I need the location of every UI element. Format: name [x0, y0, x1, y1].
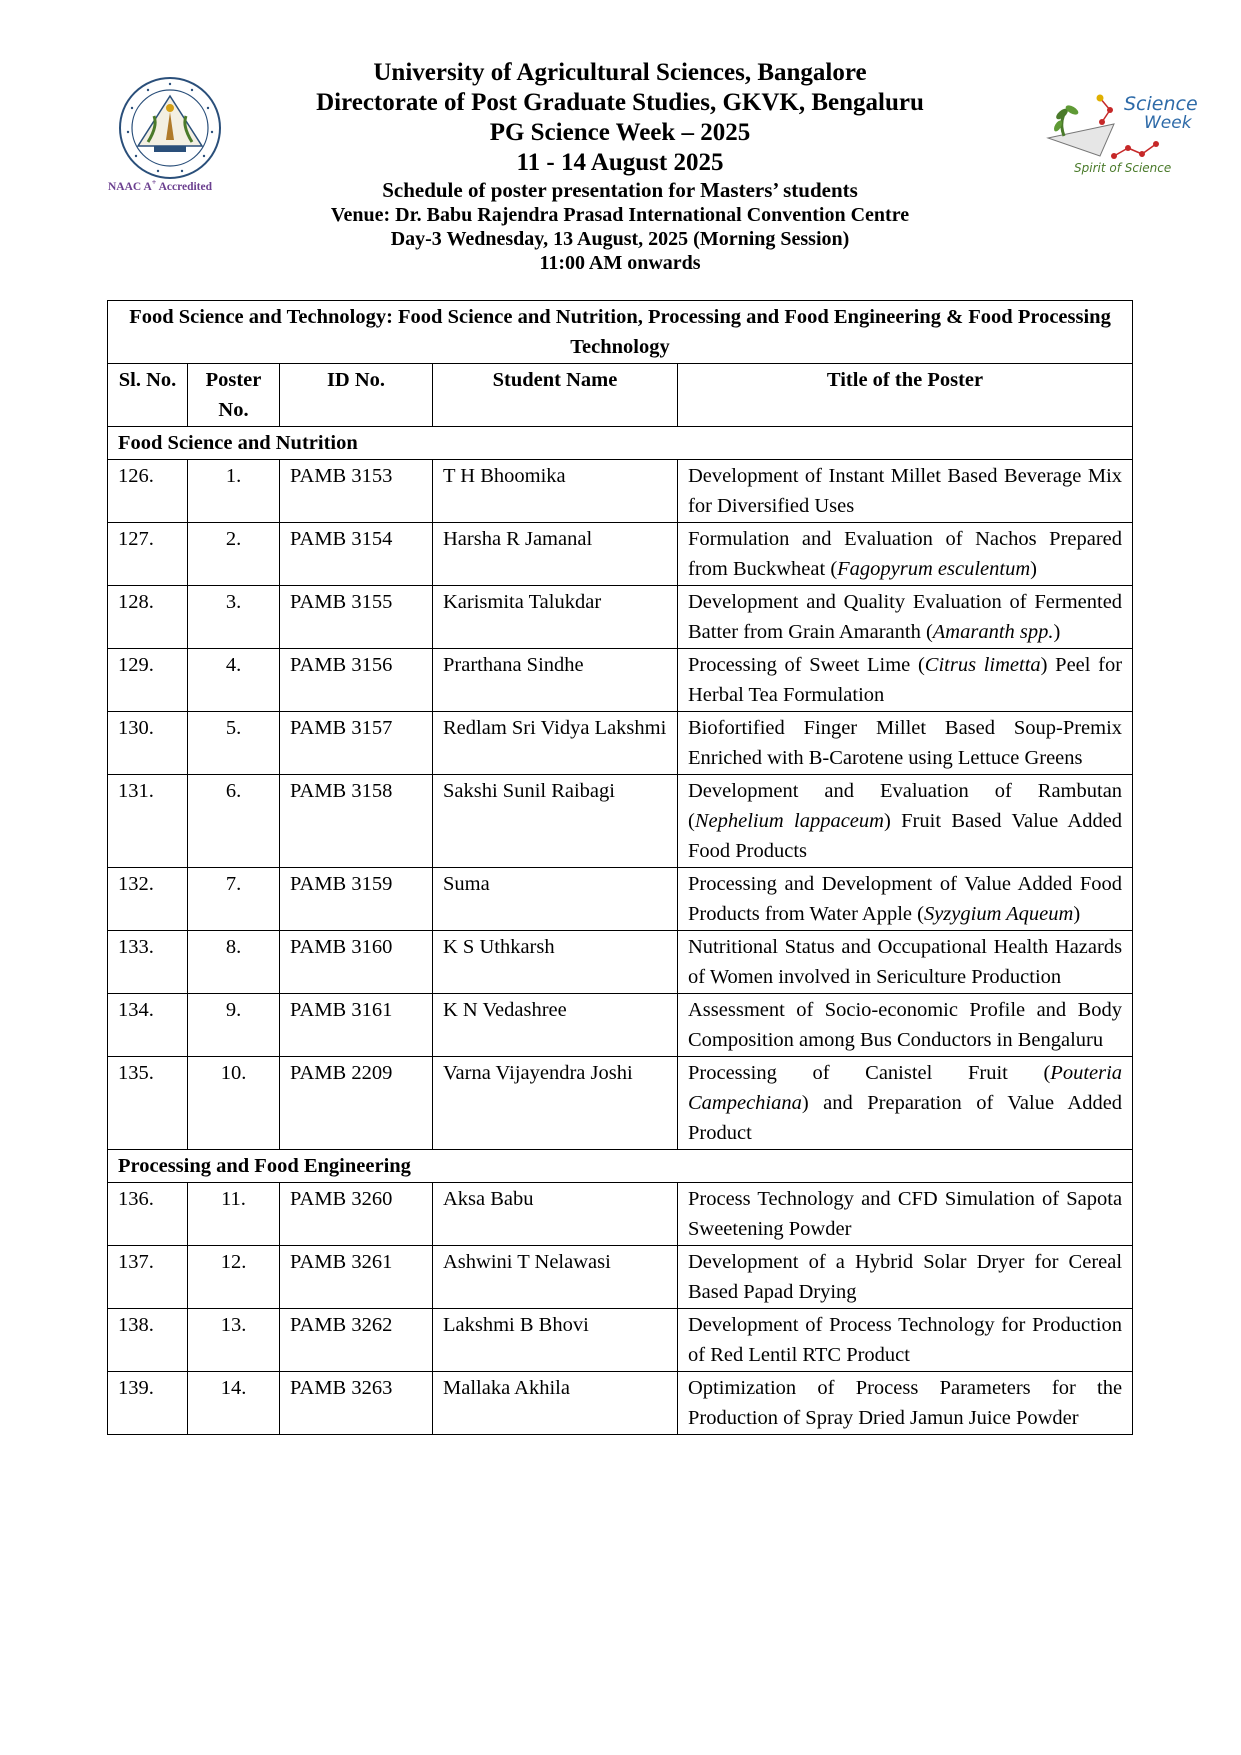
column-header-title: Title of the Poster [678, 364, 1133, 427]
student-name-cell: Suma [433, 868, 678, 931]
poster-title-cell [678, 649, 1133, 712]
category-row [108, 427, 1133, 460]
poster-number-cell: 10. [188, 1057, 280, 1150]
table-row [108, 1372, 1133, 1435]
title-text: Development and Evaluation of Rambutan ( [688, 780, 1123, 832]
serial-number-cell: 131. [108, 775, 188, 868]
student-name-cell: Prarthana Sindhe [433, 649, 678, 712]
id-number-cell: PAMB 3156 [280, 649, 433, 712]
poster-title-cell: Assessment of Socio-economic Profile and Body Composition among Bus Conductors in Bengaluru [678, 994, 1133, 1057]
poster-number-cell: 6. [188, 775, 280, 868]
id-number-cell: PAMB 3160 [280, 931, 433, 994]
title-text: ) [1030, 558, 1037, 580]
table-row [108, 712, 1133, 775]
title-text: Processing of Sweet Lime ( [688, 654, 925, 676]
serial-number-cell: 139. [108, 1372, 188, 1435]
serial-number-cell: 133. [108, 931, 188, 994]
university-name: University of Agricultural Sciences, Bangalore [373, 59, 867, 86]
poster-number-cell: 3. [188, 586, 280, 649]
title-text: ) Peel for Herbal Tea Formulation [688, 654, 1123, 706]
poster-number-cell: 9. [188, 994, 280, 1057]
student-name-cell: Lakshmi B Bhovi [433, 1309, 678, 1372]
student-name-cell: Redlam Sri Vidya Lakshmi [433, 712, 678, 775]
table-row [108, 1309, 1133, 1372]
serial-number-cell: 136. [108, 1183, 188, 1246]
student-name-cell: Mallaka Akhila [433, 1372, 678, 1435]
section-title-row [108, 301, 1133, 364]
column-header-name: Student Name [433, 364, 678, 427]
student-name-cell: Varna Vijayendra Joshi [433, 1057, 678, 1150]
serial-number-cell: 132. [108, 868, 188, 931]
column-header-id: ID No. [280, 364, 433, 427]
serial-number-cell: 129. [108, 649, 188, 712]
poster-title-cell [678, 523, 1133, 586]
logo-science-text: Science [1124, 93, 1198, 115]
scientific-name: Nephelium lappaceum [694, 810, 884, 832]
serial-number-cell: 138. [108, 1309, 188, 1372]
id-number-cell: PAMB 3158 [280, 775, 433, 868]
serial-number-cell: 127. [108, 523, 188, 586]
table-row [108, 868, 1133, 931]
university-seal-logo [118, 76, 222, 180]
title-text: Processing of Canistel Fruit ( [688, 1062, 1051, 1084]
poster-number-cell: 13. [188, 1309, 280, 1372]
section-title: Food Science and Technology: Food Science and Nutrition, Processing and Food Engineering & Food Processing Technology [108, 301, 1133, 364]
student-name-cell: Karismita Talukdar [433, 586, 678, 649]
logo-tagline-text: Spirit of Science [1074, 161, 1172, 175]
logo-week-text: Week [1144, 113, 1192, 133]
event-name: PG Science Week – 2025 [489, 119, 751, 146]
table-row [108, 1057, 1133, 1150]
poster-title-cell: Biofortified Finger Millet Based Soup-Premix Enriched with B-Carotene using Lettuce Greens [678, 712, 1133, 775]
table-row [108, 775, 1133, 868]
poster-title-cell [678, 1057, 1133, 1150]
student-name-cell: Sakshi Sunil Raibagi [433, 775, 678, 868]
id-number-cell: PAMB 3155 [280, 586, 433, 649]
title-text: ) [1073, 903, 1081, 925]
table-row [108, 1183, 1133, 1246]
poster-number-cell: 1. [188, 460, 280, 523]
id-number-cell: PAMB 3157 [280, 712, 433, 775]
serial-number-cell: 128. [108, 586, 188, 649]
title-text: Formulation and Evaluation of Nachos Prepared from Buckwheat ( [688, 528, 1123, 580]
directorate-name: Directorate of Post Graduate Studies, GKVK, Bengaluru [316, 89, 924, 116]
poster-title-cell [678, 868, 1133, 931]
poster-title-cell: Process Technology and CFD Simulation of Sapota Sweetening Powder [678, 1183, 1133, 1246]
serial-number-cell: 135. [108, 1057, 188, 1150]
poster-schedule-table [107, 300, 1133, 1435]
poster-number-cell: 7. [188, 868, 280, 931]
title-text: ) and Preparation of Value Added Product [688, 1092, 1123, 1144]
title-text: ) Fruit Based Value Added Food Products [688, 810, 1123, 862]
id-number-cell: PAMB 3159 [280, 868, 433, 931]
id-number-cell: PAMB 3261 [280, 1246, 433, 1309]
category-name: Processing and Food Engineering [108, 1150, 1133, 1183]
table-row [108, 649, 1133, 712]
time-line: 11:00 AM onwards [539, 252, 701, 274]
table-row [108, 586, 1133, 649]
document-header [250, 58, 990, 275]
table-row [108, 931, 1133, 994]
poster-number-cell: 5. [188, 712, 280, 775]
poster-number-cell: 14. [188, 1372, 280, 1435]
poster-title-cell: Optimization of Process Parameters for the Production of Spray Dried Jamun Juice Powder [678, 1372, 1133, 1435]
poster-title-cell: Development of a Hybrid Solar Dryer for Cereal Based Papad Drying [678, 1246, 1133, 1309]
scientific-name: Fagopyrum esculentum [837, 558, 1031, 580]
id-number-cell: PAMB 2209 [280, 1057, 433, 1150]
student-name-cell: K S Uthkarsh [433, 931, 678, 994]
serial-number-cell: 126. [108, 460, 188, 523]
id-number-cell: PAMB 3260 [280, 1183, 433, 1246]
serial-number-cell: 130. [108, 712, 188, 775]
venue-line: Venue: Dr. Babu Rajendra Prasad International Convention Centre [330, 204, 910, 226]
scientific-name: Citrus limetta [924, 654, 1041, 676]
naac-accreditation: NAAC A+ Accredited [108, 178, 213, 193]
column-header-sl: Sl. No. [108, 364, 188, 427]
id-number-cell: PAMB 3154 [280, 523, 433, 586]
table-row [108, 460, 1133, 523]
id-number-cell: PAMB 3262 [280, 1309, 433, 1372]
schedule-title: Schedule of poster presentation for Masters’ students [382, 178, 858, 202]
poster-title-cell: Development of Process Technology for Production of Red Lentil RTC Product [678, 1309, 1133, 1372]
column-header-poster: Poster No. [188, 364, 280, 427]
title-text: ) [1053, 621, 1061, 643]
serial-number-cell: 137. [108, 1246, 188, 1309]
table-row [108, 1246, 1133, 1309]
student-name-cell: T H Bhoomika [433, 460, 678, 523]
poster-title-cell [678, 586, 1133, 649]
id-number-cell: PAMB 3161 [280, 994, 433, 1057]
student-name-cell: K N Vedashree [433, 994, 678, 1057]
column-header-row [108, 364, 1133, 427]
day-line: Day-3 Wednesday, 13 August, 2025 (Morning Session) [390, 228, 850, 250]
title-text: Development and Quality Evaluation of Fermented Batter from Grain Amaranth ( [688, 591, 1123, 643]
table-row [108, 994, 1133, 1057]
event-dates: 11 - 14 August 2025 [516, 149, 724, 176]
scientific-name: Amaranth spp. [932, 621, 1054, 643]
student-name-cell: Aksa Babu [433, 1183, 678, 1246]
poster-number-cell: 12. [188, 1246, 280, 1309]
poster-number-cell: 11. [188, 1183, 280, 1246]
poster-title-cell: Development of Instant Millet Based Beverage Mix for Diversified Uses [678, 460, 1133, 523]
science-week-logo [1044, 86, 1198, 182]
serial-number-cell: 134. [108, 994, 188, 1057]
category-name: Food Science and Nutrition [108, 427, 1133, 460]
table-row [108, 523, 1133, 586]
title-text: Processing and Development of Value Added Food Products from Water Apple ( [688, 873, 1123, 925]
poster-number-cell: 8. [188, 931, 280, 994]
poster-number-cell: 2. [188, 523, 280, 586]
student-name-cell: Ashwini T Nelawasi [433, 1246, 678, 1309]
scientific-name: Syzygium Aqueum [923, 903, 1074, 925]
scientific-name: Pouteria Campechiana [688, 1062, 1123, 1114]
id-number-cell: PAMB 3153 [280, 460, 433, 523]
category-row [108, 1150, 1133, 1183]
poster-number-cell: 4. [188, 649, 280, 712]
poster-title-cell [678, 775, 1133, 868]
poster-title-cell: Nutritional Status and Occupational Health Hazards of Women involved in Sericulture Production [678, 931, 1133, 994]
id-number-cell: PAMB 3263 [280, 1372, 433, 1435]
student-name-cell: Harsha R Jamanal [433, 523, 678, 586]
